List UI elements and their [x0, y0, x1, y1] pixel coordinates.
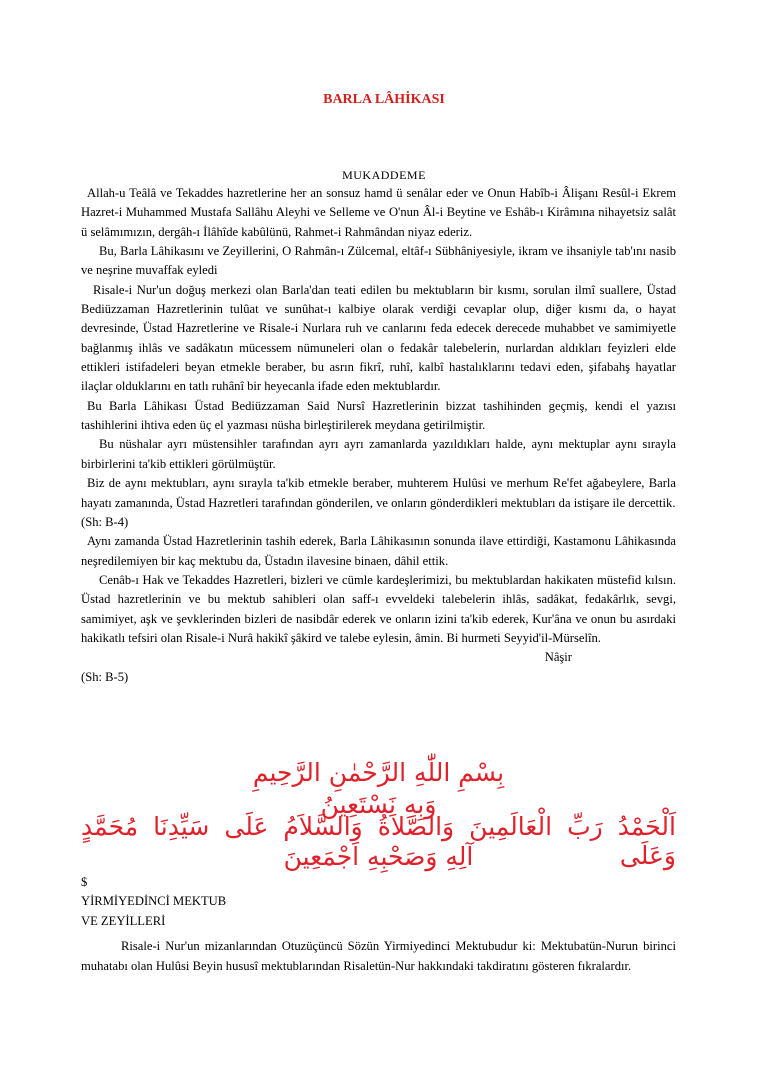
page-reference: (Sh: B-5) [81, 669, 129, 684]
arabic-line: اَلْحَمْدُ رَبِّ الْعَالَمِينَ وَالصَّلاَةُ وَالسَّلاَمُ عَلَى سَيِّدِنَا مُحَمَّدٍ وَعَلَى [81, 812, 676, 870]
publisher-signature: Nâşir [544, 650, 572, 665]
paragraph: Allah-u Teâlâ ve Tekaddes hazretlerine her an sonsuz hamd ü senâlar eder ve Onun Habîb-i Âlişanı Resûl-i Ekrem Hazret-i Muhammed Mustafa Sallâhu Aleyhi ve Selleme ve O'nun Âl-i Beytine ve Eshâb-ı Kirâmına nihayetsiz salât ü selâmımızın, dergâh-ı İlâhîde kabûlünü, Rahmet-i Rahmândan niyaz ederiz. [81, 186, 676, 239]
page-reference: (Sh: B-4) [81, 514, 129, 529]
letter-title-line: YİRMİYEDİNCİ MEKTUB [81, 894, 227, 909]
paragraph: Risale-i Nur'un doğuş merkezi olan Barla'dan teati edilen bu mektubların bir kısmı, sorulan ilmî suallere, Üstad Bediüzzaman Hazretlerinin tulûat ve sunûhat-ı kalbiye olarak verdiği cevaplar olup, diğer kısmı da, o hayat devresinde, Üstad Hazretlerine ve Risale-i Nurlara ruh ve canlarını feda edecek derecede muhabbet ve samimiyetle bağlanmış ihlâs ve sadâkatın mücessem nümuneleri olan o fedakâr talebelerin, nurlardan aldıkları feyizleri elde ettikleri istifadeleri beyan etmekle beraber, bu asrın fikrî, ruhî, kalbî hastalıklarını tedavi eden, şifabahş hayatlar ilaçlar olduklarını en tatlı ruhânî bir heyecanla ifade eden mektublardır. [81, 282, 676, 394]
letter-intro [81, 937, 676, 976]
section-marker: $ [81, 875, 88, 889]
paragraph: Bu Barla Lâhikası Üstad Bediüzzaman Said Nursî Hazretlerinin bizzat tashihinden geçmiş, kendi el yazısı tashihlerini ihtiva eden üç el yazması nüsha birleştirilerek meydana getirilmiştir. [81, 398, 676, 433]
paragraph: Bu, Barla Lâhikasını ve Zeyillerini, O Rahmân-ı Zülcemal, eltâf-ı Sübhâniyesiyle, ikram ve ihsaniyle tab'ını nasib ve neşrine muvaffak eyledi [81, 244, 676, 278]
section-heading: MUKADDEME [342, 168, 426, 182]
paragraph: Aynı zamanda Üstad Hazretlerinin tashih ederek, Barla Lâhikasının sonunda ilave ettirdiği, Kastamonu Lâhikasında neşredilemiyen bir kaç mektubu da, Üstadın ilavesine binaen, dâhil ettik. [81, 534, 676, 568]
paragraph: Bu nüshalar ayrı müstensihler tarafından ayrı ayrı zamanlarda yazıldıkları halde, aynı mektuplar aynı sırayla birbirlerini ta'kib ettikleri görülmüştür. [81, 437, 676, 471]
letter-heading [81, 873, 676, 931]
arabic-basmala: بِسْمِ اللّٰهِ الرَّحْمٰنِ الرَّحِيمِ [252, 758, 505, 787]
arabic-line: آلِهِ وَصَحْبِهِ اَجْمَعِينَ [283, 842, 474, 871]
paragraph: Cenâb-ı Hak ve Tekaddes Hazretleri, bizleri ve cümle kardeşlerimizi, bu mektublardan hakikaten müstefid kılsın. Üstad hazretlerinin ve bu mektub sahibleri olan saff-ı evveldeki talebelerin ihlâs, sadâkat, fedakârlık, sevgi, samimiyet, aşk ve şevklerinden bizleri de nasibdâr ederek ve onların izini ta'kib ederek, Kur'âna ve onun bu asırdaki hakikatlı tefsiri olan Risale-i Nurâ hakikî şâkird ve talebe eylesin, âmin. Bi hurmeti Seyyid'il-Mürselîn. [81, 572, 676, 645]
document-body [81, 184, 676, 687]
paragraph: Risale-i Nur'un mizanlarından Otuzüçüncü Sözün Yirmiyedinci Mektubudur ki: Mektubatün-Nurun birinci muhatabı olan Hulûsi Beyin hususî mektublarından Risaletün-Nur hakkındaki takdiratını gösteren fıkralardır. [81, 939, 676, 973]
arabic-line: وَبِهِ نَسْتَعِينُ [320, 790, 437, 819]
document-title: BARLA LÂHİKASI [323, 92, 445, 107]
letter-title-line: VE ZEYİLLERİ [81, 913, 166, 928]
paragraph: Biz de aynı mektubları, aynı sırayla ta'kib etmekle beraber, muhterem Hulûsi ve merhum Re'fet ağabeylere, Barla hayatı zamanında, Üstad Hazretleri tarafından gönderilen, ve onların gönderdikleri mektubları da istişare ile dercettik. [81, 476, 676, 510]
